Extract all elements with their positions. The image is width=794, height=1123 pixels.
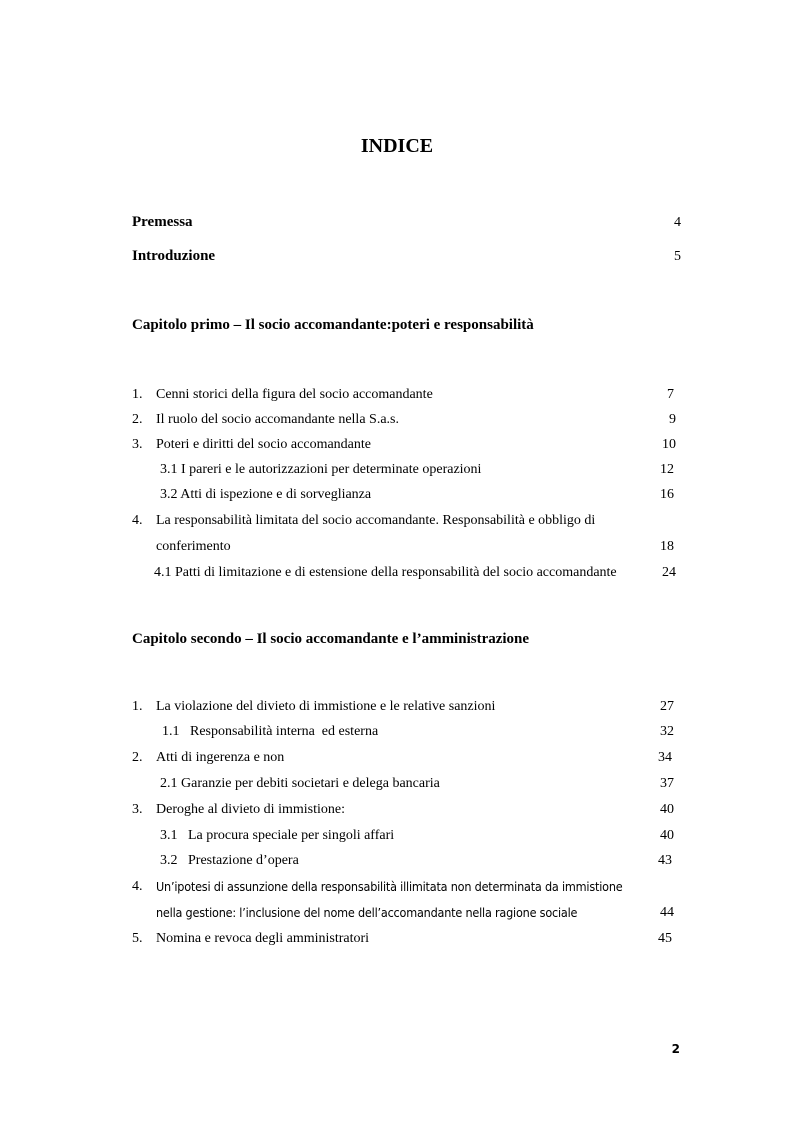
chapter-heading-2: Capitolo secondo – Il socio accomandante e l’amministrazione [132, 631, 530, 647]
chapter-heading-1: Capitolo primo – Il socio accomandante:poteri e responsabilità [132, 317, 534, 333]
toc-subitem-label: 3.1 I pareri e le autorizzazioni per determinate operazioni [160, 462, 482, 477]
toc-item-page: 40 [660, 828, 674, 843]
toc-item-page: 43 [658, 853, 672, 868]
toc-item-label: Un’ipotesi di assunzione della responsabilità illimitata non determinata da immistione [156, 879, 623, 894]
toc-subitem-label: 3.2 Prestazione d’opera [160, 853, 299, 868]
toc-item-number: 3. [132, 437, 143, 452]
toc-item-label: Deroghe al divieto di immistione: [156, 802, 345, 817]
toc-item-number: 5. [132, 931, 143, 946]
toc-item-page: 34 [658, 750, 672, 765]
toc-item-label-continued: conferimento [156, 539, 231, 554]
toc-item-page: 16 [660, 487, 674, 502]
toc-item-number: 3. [132, 802, 143, 817]
toc-item-page: 27 [660, 699, 674, 714]
toc-subitem-label: 2.1 Garanzie per debiti societari e delega bancaria [160, 776, 440, 791]
toc-entry-introduzione-label: Introduzione [132, 248, 216, 264]
page-number: 2 [671, 1042, 680, 1056]
toc-item-number: 2. [132, 412, 143, 427]
page-title: INDICE [360, 135, 434, 157]
toc-item-page: 7 [667, 387, 674, 402]
toc-subitem-label: 4.1 Patti di limitazione e di estensione della responsabilità del socio accomandante [154, 565, 617, 580]
toc-item-page: 45 [658, 931, 672, 946]
toc-item-label: La responsabilità limitata del socio accomandante. Responsabilità e obbligo di [156, 513, 596, 528]
toc-item-label: Atti di ingerenza e non [156, 750, 285, 765]
toc-item-page: 40 [660, 802, 674, 817]
toc-item-page: 24 [662, 565, 676, 580]
toc-item-label-continued: nella gestione: l’inclusione del nome dell’accomandante nella ragione sociale [156, 905, 578, 920]
toc-item-label: Nomina e revoca degli amministratori [156, 931, 370, 946]
toc-item-label: Cenni storici della figura del socio accomandante [156, 387, 433, 402]
toc-item-number: 2. [132, 750, 143, 765]
toc-item-number: 1. [132, 699, 143, 714]
toc-item-page: 32 [660, 724, 674, 739]
toc-item-number: 4. [132, 879, 143, 894]
toc-entry-introduzione-page: 5 [674, 249, 681, 264]
toc-item-page: 18 [660, 539, 674, 554]
toc-item-page: 10 [662, 437, 676, 452]
toc-subitem-label: 3.1 La procura speciale per singoli affari [160, 828, 395, 843]
toc-item-page: 37 [660, 776, 674, 791]
toc-item-number: 4. [132, 513, 143, 528]
toc-item-page: 9 [669, 412, 676, 427]
toc-item-page: 44 [660, 905, 674, 920]
toc-subitem-label: 3.2 Atti di ispezione e di sorveglianza [160, 487, 372, 502]
toc-entry-premessa-label: Premessa [132, 214, 193, 230]
toc-item-label: Poteri e diritti del socio accomandante [156, 437, 371, 452]
toc-entry-premessa-page: 4 [674, 215, 681, 230]
toc-item-label: La violazione del divieto di immistione e le relative sanzioni [156, 699, 496, 714]
toc-item-page: 12 [660, 462, 674, 477]
toc-item-number: 1. [132, 387, 143, 402]
toc-subitem-label: 1.1 Responsabilità interna ed esterna [162, 724, 379, 739]
toc-item-label: Il ruolo del socio accomandante nella S.a.s. [156, 412, 399, 427]
